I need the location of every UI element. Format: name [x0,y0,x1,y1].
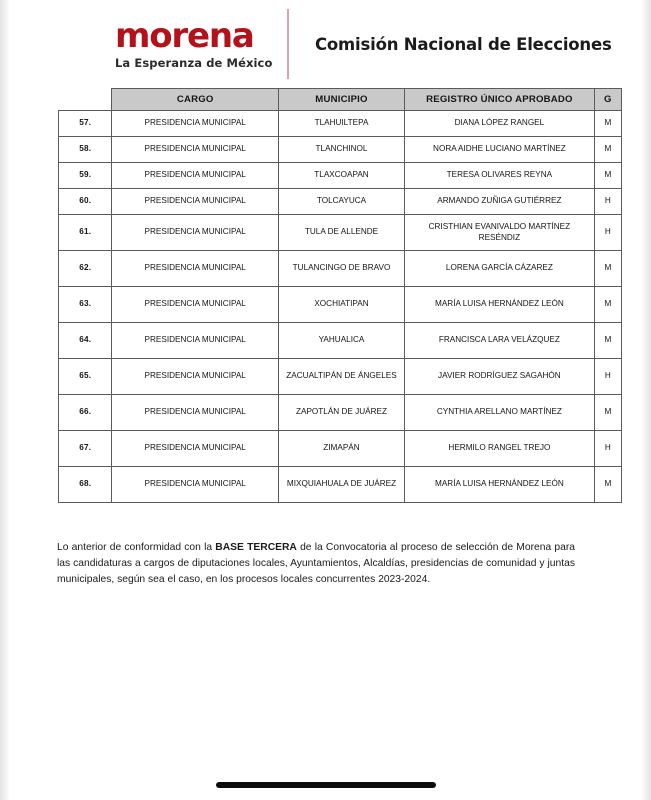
cell-index: 61. [59,215,112,251]
approved-registrations-table [58,88,622,503]
cell-index: 58. [59,137,112,163]
table-row [59,137,622,163]
cell-registro: NORA AIDHE LUCIANO MARTÍNEZ [405,137,595,163]
table-row [59,251,622,287]
cell-municipio: TLAHUILTEPA [278,111,404,137]
cell-genero: M [594,287,621,323]
morena-logo [115,15,275,70]
cell-genero: M [594,395,621,431]
page-gutter-right [641,0,651,800]
cell-municipio: ZAPOTLÁN DE JUÁREZ [278,395,404,431]
cell-municipio: ZACUALTIPÁN DE ÁNGELES [278,359,404,395]
cell-municipio: YAHUALICA [278,323,404,359]
cell-genero: M [594,323,621,359]
cell-municipio: TOLCAYUCA [278,189,404,215]
cell-cargo: PRESIDENCIA MUNICIPAL [112,163,278,189]
legal-note-part1: Lo anterior de conformidad con la [57,542,216,553]
cell-genero: M [594,467,621,503]
home-indicator[interactable] [216,782,436,788]
table-header [59,89,622,111]
table-row [59,163,622,189]
cell-cargo: PRESIDENCIA MUNICIPAL [112,189,278,215]
cell-cargo: PRESIDENCIA MUNICIPAL [112,137,278,163]
cell-registro: FRANCISCA LARA VELÁZQUEZ [405,323,595,359]
cell-genero: M [594,163,621,189]
cell-registro: HERMILO RANGEL TREJO [405,431,595,467]
table-row [59,189,622,215]
table-header-row [59,89,622,111]
document-header [10,0,641,88]
column-header-municipio: MUNICIPIO [278,89,404,111]
cell-cargo: PRESIDENCIA MUNICIPAL [112,395,278,431]
cell-cargo: PRESIDENCIA MUNICIPAL [112,215,278,251]
document-sheet [10,0,641,800]
column-header-registro: REGISTRO ÚNICO APROBADO [405,89,595,111]
table-row [59,395,622,431]
cell-genero: H [594,359,621,395]
cell-registro: MARÍA LUISA HERNÁNDEZ LEÓN [405,287,595,323]
cell-index: 62. [59,251,112,287]
cell-registro: JAVIER RODRÍGUEZ SAGAHÓN [405,359,595,395]
cell-cargo: PRESIDENCIA MUNICIPAL [112,287,278,323]
cell-cargo: PRESIDENCIA MUNICIPAL [112,359,278,395]
table-row [59,111,622,137]
cell-index: 57. [59,111,112,137]
cell-cargo: PRESIDENCIA MUNICIPAL [112,251,278,287]
cell-registro: DIANA LÓPEZ RANGEL [405,111,595,137]
cell-index: 67. [59,431,112,467]
cell-index: 68. [59,467,112,503]
table-row [59,323,622,359]
morena-tagline: La Esperanza de México [115,55,273,70]
cell-registro: CRISTHIAN EVANIVALDO MARTÍNEZ RESÉNDIZ [405,215,595,251]
cell-registro: TERESA OLIVARES REYNA [405,163,595,189]
cell-genero: M [594,111,621,137]
cell-municipio: TULANCINGO DE BRAVO [278,251,404,287]
cell-cargo: PRESIDENCIA MUNICIPAL [112,467,278,503]
legal-note [57,540,575,588]
cell-municipio: TLANCHINOL [278,137,404,163]
cell-index: 64. [59,323,112,359]
cell-municipio: TULA DE ALLENDE [278,215,404,251]
table-row [59,287,622,323]
cell-registro: LORENA GARCÍA CÁZAREZ [405,251,595,287]
cell-cargo: PRESIDENCIA MUNICIPAL [112,111,278,137]
table-row [59,431,622,467]
cell-genero: M [594,251,621,287]
cell-municipio: TLAXCOAPAN [278,163,404,189]
column-header-cargo: CARGO [112,89,278,111]
header-divider [287,9,289,79]
cell-municipio: XOCHIATIPAN [278,287,404,323]
table-body [59,111,622,503]
legal-note-part2: de la Convocatoria al proceso de selección de Morena para las candidaturas a cargos de diputaciones locales, Ayuntamientos, Alcaldías, presidencias de comunidad y juntas municipales, según sea el caso, en los procesos locales concurrentes 2023-2024. [57,542,575,585]
cell-genero: H [594,431,621,467]
table-row [59,215,622,251]
legal-note-emphasis: BASE TERCERA [215,542,297,553]
cell-municipio: ZIMAPÁN [278,431,404,467]
cell-index: 66. [59,395,112,431]
page-gutter-left [0,0,10,800]
cell-genero: H [594,215,621,251]
page-title: Comisión Nacional de Elecciones [315,34,612,54]
cell-index: 63. [59,287,112,323]
cell-genero: M [594,137,621,163]
cell-registro: MARÍA LUISA HERNÁNDEZ LEÓN [405,467,595,503]
cell-index: 60. [59,189,112,215]
cell-municipio: MIXQUIAHUALA DE JUÁREZ [278,467,404,503]
table-container [10,88,641,503]
cell-index: 59. [59,163,112,189]
cell-index: 65. [59,359,112,395]
cell-cargo: PRESIDENCIA MUNICIPAL [112,323,278,359]
table-row [59,359,622,395]
cell-registro: ARMANDO ZUÑIGA GUTIÉRREZ [405,189,595,215]
cell-genero: H [594,189,621,215]
cell-cargo: PRESIDENCIA MUNICIPAL [112,431,278,467]
morena-wordmark: morena [115,15,254,56]
cell-registro: CYNTHIA ARELLANO MARTÍNEZ [405,395,595,431]
column-header-genero: G [594,89,621,111]
table-row [59,467,622,503]
column-header-index [59,89,112,111]
